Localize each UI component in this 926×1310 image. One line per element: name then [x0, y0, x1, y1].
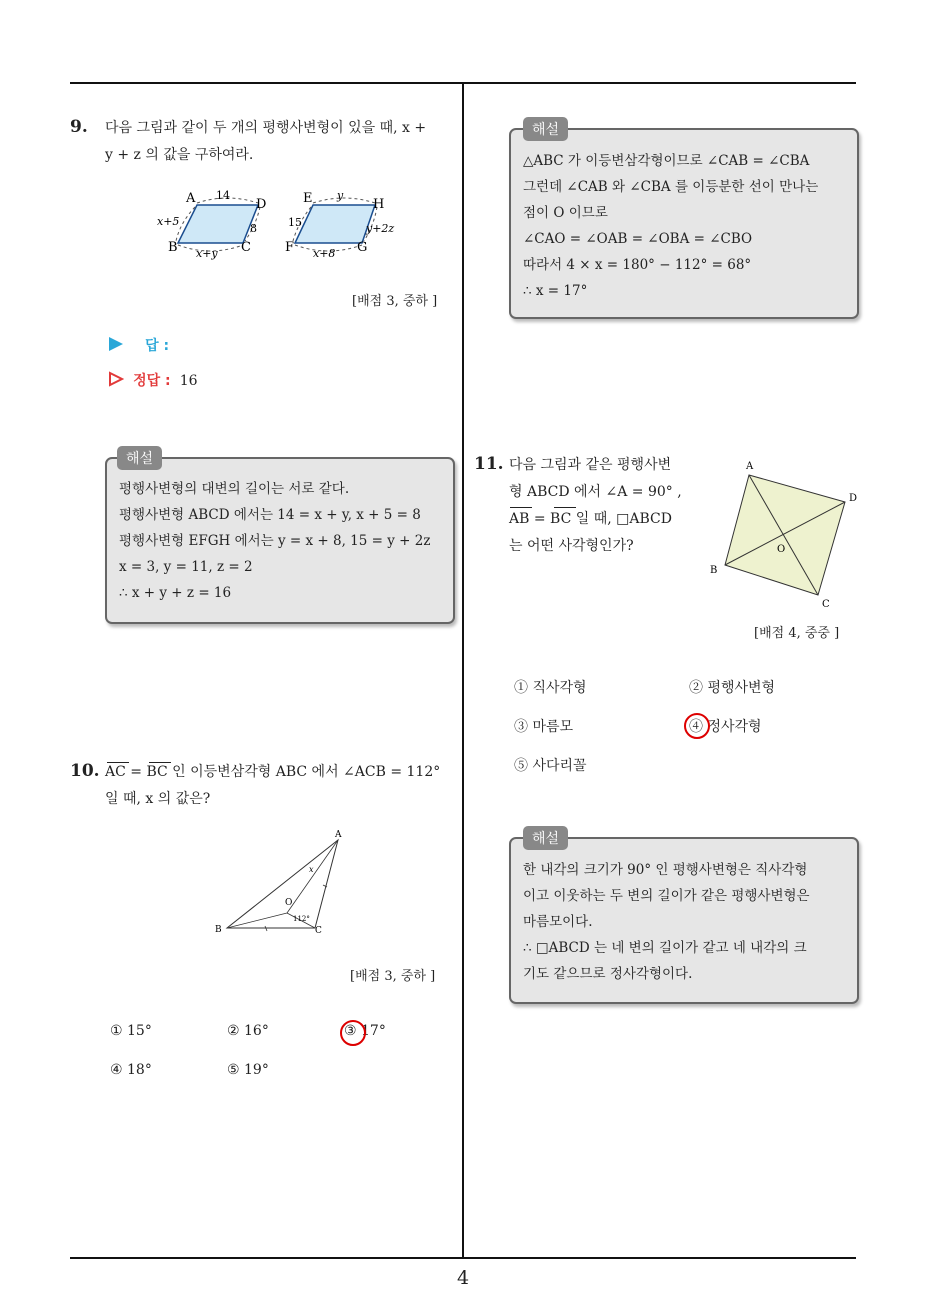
label-a: A [335, 830, 342, 840]
solution-line: 평행사변형 ABCD 에서는 14 = x + y, x + 5 = 8 [119, 507, 421, 523]
solution-line: 기도 같으므로 정사각형이다. [523, 966, 693, 982]
label-e: E [303, 191, 313, 206]
solution-line: ∴ x = 17° [523, 283, 588, 299]
label-o: O [285, 898, 293, 908]
correct-answer-label: 정답 : [133, 373, 171, 389]
parallelogram-efgh [295, 205, 375, 243]
label-a: A [186, 191, 196, 206]
label-c: C [822, 599, 830, 610]
solution-line: ∴ x + y + z = 16 [119, 585, 232, 601]
label-top-14: 14 [216, 189, 230, 202]
q10-solution-box [509, 122, 859, 319]
play-arrow-icon [108, 336, 124, 352]
label-g: G [357, 240, 368, 255]
overline-bc [149, 762, 171, 763]
q10-number: 10. [70, 761, 100, 781]
solution-tag: 해설 [523, 117, 568, 141]
overline-bc [554, 507, 576, 508]
q11-text [509, 452, 682, 560]
q10-text-line2: 일 때, x 의 값은? [105, 791, 211, 807]
label-b: B [168, 240, 178, 255]
solution-line: 점이 O 이므로 [523, 205, 608, 221]
q9-text-line1: 다음 그림과 같이 두 개의 평행사변형이 있을 때, x + [105, 120, 427, 136]
solution-line: ∠CAO = ∠OAB = ∠OBA = ∠CBO [523, 231, 753, 247]
label-x: x [309, 865, 314, 874]
parallelogram-abcd [178, 205, 258, 243]
label-a: A [746, 461, 754, 472]
label-d: D [849, 493, 858, 504]
q10-score: [배점 3, 중하 ] [350, 969, 436, 984]
label-bottom-xy: x+y [196, 247, 218, 260]
label-bottom-x8: x+8 [313, 247, 336, 260]
q9-answer-row [108, 335, 169, 355]
q11-text-line: AB = BC 일 때, □ABCD [509, 511, 672, 527]
solution-line: 평행사변형의 대변의 길이는 서로 같다. [119, 481, 350, 497]
q11-option-1[interactable]: ① 직사각형 [514, 680, 587, 696]
q9-solution-box [105, 451, 455, 624]
solution-line: 이고 이웃하는 두 변의 길이가 같은 평행사변형은 [523, 888, 810, 904]
q11-text-line: 는 어떤 사각형인가? [509, 538, 634, 554]
q9-score: [배점 3, 중하 ] [352, 294, 438, 309]
overline-ac [107, 762, 129, 763]
solution-line: 한 내각의 크기가 90° 인 평행사변형은 직사각형 [523, 862, 808, 878]
solution-line: △ABC 가 이등변삼각형이므로 ∠CAB = ∠CBA [523, 153, 810, 169]
q11-option-4[interactable]: ④ 정사각형 [689, 719, 762, 735]
label-112: 112° [293, 915, 310, 923]
solution-tag: 해설 [117, 446, 162, 470]
solution-tag: 해설 [523, 826, 568, 850]
q10-option-5[interactable]: ⑤ 19° [227, 1062, 269, 1078]
q9-figure [150, 185, 420, 265]
label-o: O [777, 544, 786, 555]
q11-option-3[interactable]: ③ 마름모 [514, 719, 574, 735]
q11-number: 11. [474, 454, 504, 474]
q10-text-line1: AC = BC 인 이등변삼각형 ABC 에서 ∠ACB = 112° [105, 764, 441, 780]
q11-figure [705, 455, 865, 615]
selected-option-mark [340, 1020, 366, 1046]
solution-line: 따라서 4 × x = 180° − 112° = 68° [523, 257, 752, 273]
selected-option-mark [684, 713, 710, 739]
q10-option-3[interactable]: ③ 17° [344, 1023, 386, 1039]
label-right-y2z: y+2z [366, 222, 395, 235]
label-left-x5: x+5 [157, 215, 180, 228]
q10-solution-text [523, 148, 818, 304]
label-c: C [315, 926, 322, 936]
q11-text-line: 다음 그림과 같은 평행사변 [509, 457, 672, 473]
solution-line: x = 3, y = 11, z = 2 [119, 559, 253, 575]
q9-solution-text [119, 476, 430, 606]
label-f: F [285, 240, 295, 255]
q10-option-1[interactable]: ① 15° [110, 1023, 152, 1039]
label-left-15: 15 [288, 216, 302, 229]
q11-solution-text [523, 857, 810, 987]
q11-option-2[interactable]: ② 평행사변형 [689, 680, 776, 696]
label-top-y: y [337, 189, 344, 202]
page-number: 4 [456, 1267, 470, 1289]
bottom-rule [70, 1257, 856, 1259]
solution-line: 그런데 ∠CAB 와 ∠CBA 를 이등분한 선이 만나는 [523, 179, 819, 195]
q10-figure [205, 825, 355, 940]
solution-line: 평행사변형 EFGH 에서는 y = x + 8, 15 = y + 2z [119, 533, 431, 549]
overline-ab [510, 507, 532, 508]
answer-label: 답 : [145, 338, 170, 354]
label-c: C [241, 240, 251, 255]
q9-number: 9. [70, 117, 88, 137]
q11-solution-box [509, 831, 859, 1004]
q9-correct-row [108, 370, 198, 390]
correct-answer-value: 16 [179, 373, 198, 389]
label-b: B [215, 925, 222, 935]
label-right-8: 8 [250, 222, 257, 235]
label-h: H [373, 197, 385, 212]
q10-option-2[interactable]: ② 16° [227, 1023, 269, 1039]
q11-option-5[interactable]: ⑤ 사다리꼴 [514, 758, 587, 774]
column-divider [462, 83, 464, 1259]
label-d: D [256, 197, 267, 212]
q11-score: [배점 4, 중중 ] [754, 626, 840, 641]
solution-line: ∴ □ABCD 는 네 변의 길이가 같고 네 내각의 크 [523, 940, 807, 956]
solution-line: 마름모이다. [523, 914, 593, 930]
q10-option-4[interactable]: ④ 18° [110, 1062, 152, 1078]
label-b: B [710, 565, 718, 576]
outline-arrow-icon [108, 371, 124, 387]
q9-text-line2: y + z 의 값을 구하여라. [105, 147, 254, 163]
q11-text-line: 형 ABCD 에서 ∠A = 90° , [509, 484, 682, 500]
